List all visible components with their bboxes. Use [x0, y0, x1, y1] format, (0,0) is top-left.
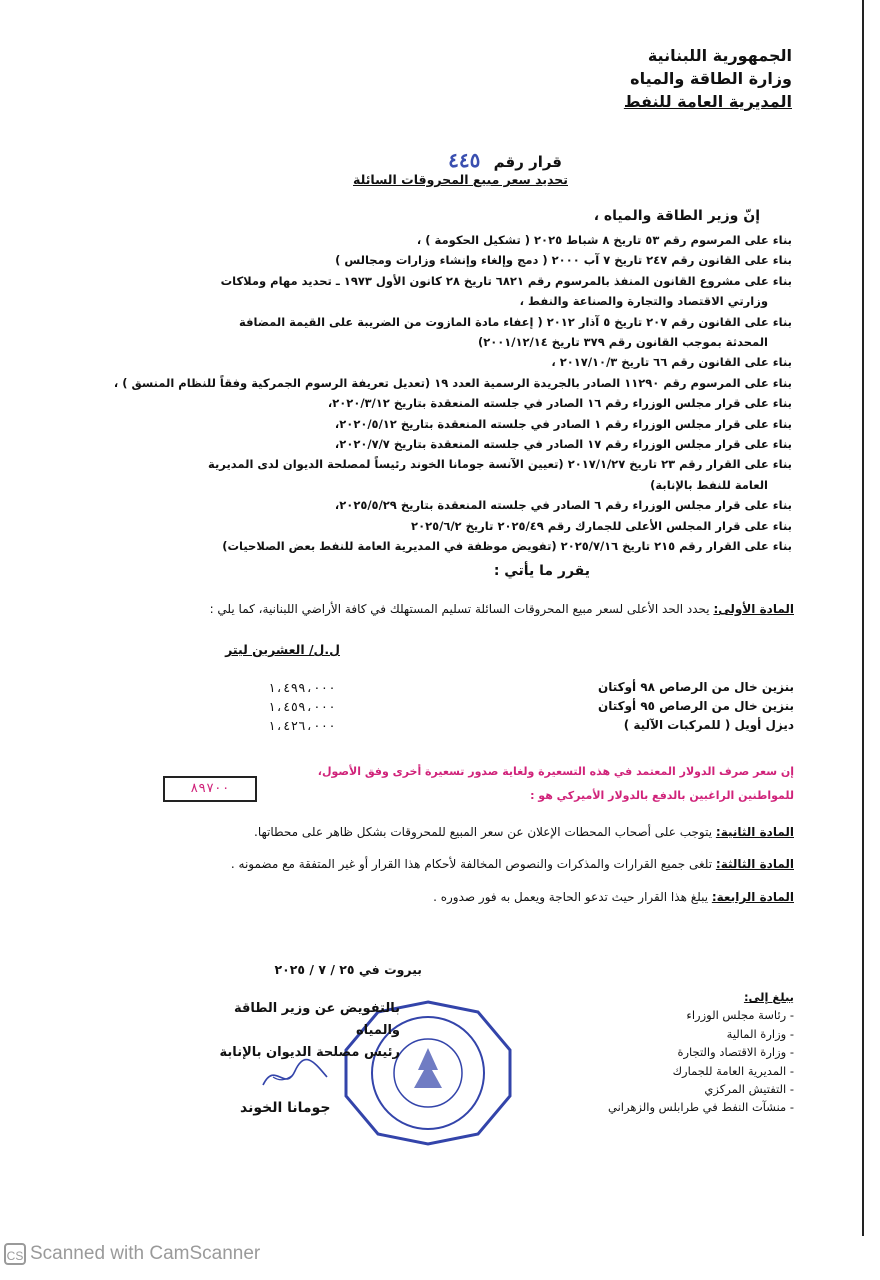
- signatory-line1: بالتفويض عن وزير الطاقة والمياه: [233, 1001, 400, 1038]
- article-3-label: المادة الثالثة:: [715, 857, 794, 871]
- article-1-text: يحدد الحد الأعلى لسعر مبيع المحروقات السائلة تسليم المستهلك في كافة الأراضي اللبنانية، كما يلي :: [209, 602, 714, 616]
- letterhead-republic: الجمهورية اللبنانية: [647, 46, 792, 65]
- letterhead: [624, 44, 792, 113]
- exchange-rate-box: [163, 776, 257, 802]
- camscanner-text: Scanned with CamScanner: [30, 1243, 261, 1265]
- basis-item-continuation: العامة للنفط بالإنابة): [650, 477, 768, 492]
- notify-item: - وزارة المالية: [726, 1026, 794, 1041]
- page-edge-line: [862, 0, 864, 1236]
- notify-item: - التفتيش المركزي: [704, 1082, 794, 1097]
- letterhead-directorate: المديرية العامة للنفط: [623, 92, 792, 111]
- basis-item: بناء على قرار مجلس الوزراء رقم ١٧ الصادر في جلسته المنعقدة بتاريخ ٢٠٢٠/٧/٧،: [334, 437, 792, 452]
- decision-number-line: [448, 148, 562, 172]
- article-2-label: المادة الثانية:: [715, 825, 794, 839]
- article-3-text: تلغى جميع القرارات والمذكرات والنصوص المخالفة لأحكام هذا القرار أو غير المتفقة مع مضمونه .: [230, 857, 716, 871]
- notify-item: - منشآت النفط في طرابلس والزهراني: [608, 1100, 794, 1115]
- basis-item: بناء على القانون رقم ٢٠٧ تاريخ ٥ آذار ٢٠١٢ ( إعفاء مادة المازوت من الضريبة على القيمة المضافة: [239, 314, 792, 329]
- product-price: ١،٤٥٩،٠٠٠: [268, 699, 336, 714]
- basis-item-continuation: وزارتي الاقتصاد والتجارة والصناعة والنفط ،: [519, 294, 768, 309]
- product-price: ١،٤٩٩،٠٠٠: [268, 680, 336, 695]
- decision-title: تحديد سعر مبيع المحروقات السائلة: [353, 172, 568, 187]
- decision-number: ٤٤٥: [448, 148, 481, 172]
- camscanner-watermark: [4, 1243, 260, 1265]
- exchange-note-line1: إن سعر صرف الدولار المعتمد في هذه التسعيرة ولغاية صدور تسعيرة أخرى وفق الأصول،: [317, 765, 794, 778]
- notify-item: - وزارة الاقتصاد والتجارة: [677, 1045, 794, 1060]
- letterhead-ministry: وزارة الطاقة والمياه: [630, 69, 792, 88]
- basis-item: بناء على القرار رقم ٢٣ تاريخ ٢٠١٧/١/٢٧ (تعيين الآنسة جومانا الخوند رئيساً لمصلحة الديوان لدى المديرية: [208, 457, 792, 472]
- article-4-label: المادة الرابعة:: [711, 890, 794, 904]
- price-unit: ل.ل/ العشرين ليتر: [225, 642, 340, 657]
- decides-heading: يقرر ما يأتي :: [493, 563, 590, 579]
- basis-item-continuation: المحدثة بموجب القانون رقم ٣٧٩ تاريخ ٢٠٠١/١٢/١٤): [477, 335, 768, 350]
- article-3: [231, 857, 794, 871]
- basis-item: بناء على قرار المجلس الأعلى للجمارك رقم ٢٠٢٥/٤٩ تاريخ ٢٠٢٥/٦/٢: [411, 518, 792, 533]
- product-name: بنزين خال من الرصاص ٩٥ أوكتان: [597, 699, 794, 713]
- basis-item: بناء على المرسوم رقم ١١٢٩٠ الصادر بالجريدة الرسمية العدد ١٩ (تعديل تعريفة الرسوم الجمركية وفقاً للنظام المنسق ) ،: [113, 375, 792, 390]
- basis-item: بناء على قرار مجلس الوزراء رقم ٦ الصادر في جلسته المنعقدة بتاريخ ٢٠٢٥/٥/٢٩،: [334, 498, 792, 513]
- notify-item: - المديرية العامة للجمارك: [672, 1063, 794, 1078]
- signatory-name: جومانا الخوند: [240, 1100, 331, 1116]
- place-and-date: بيروت في ٢٥ / ٧ / ٢٠٢٥: [274, 962, 422, 977]
- signatory-line2: رئيس مصلحة الديوان بالإنابة: [219, 1045, 400, 1060]
- basis-item: بناء على مشروع القانون المنفذ بالمرسوم رقم ٦٨٢١ تاريخ ٢٨ كانون الأول ١٩٧٣ ـ تحديد مهام وملاكات: [220, 273, 792, 288]
- product-name: ديزل أويل ( للمركبات الآلية ): [623, 718, 794, 732]
- legal-basis-list: [112, 230, 792, 557]
- basis-item: بناء على قرار مجلس الوزراء رقم ١٦ الصادر في جلسته المنعقدة بتاريخ ٢٠٢٠/٣/١٢،: [327, 396, 792, 411]
- exchange-rate-value: ٨٩٧٠٠: [190, 781, 230, 796]
- basis-item: بناء على المرسوم رقم ٥٣ تاريخ ٨ شباط ٢٠٢٥ ( تشكيل الحكومة ) ،: [416, 233, 792, 247]
- camscanner-logo-icon: CS: [4, 1243, 26, 1265]
- basis-item: بناء على القرار رقم ٢١٥ تاريخ ٢٠٢٥/٧/١٦ (تفويض موظفة في المديرية العامة للنفط بعض الصلاحيات): [222, 539, 792, 554]
- notify-heading: يبلغ إلى:: [743, 990, 794, 1004]
- article-2: [254, 825, 794, 839]
- decision-label: قرار رقم: [493, 153, 562, 171]
- article-4-text: يبلغ هذا القرار حيث تدعو الحاجة ويعمل به فور صدوره .: [433, 890, 712, 904]
- product-name: بنزين خال من الرصاص ٩٨ أوكتان: [597, 680, 794, 694]
- notify-item: - رئاسة مجلس الوزراء: [686, 1008, 794, 1023]
- exchange-note-line2: للمواطنين الراغبين بالدفع بالدولار الأميركي هو :: [530, 789, 794, 802]
- article-2-text: يتوجب على أصحاب المحطات الإعلان عن سعر المبيع للمحروقات بشكل ظاهر على محطاتها.: [254, 825, 716, 839]
- handwritten-signature: [255, 1055, 335, 1099]
- exchange-rate-note: [318, 760, 794, 808]
- product-price: ١،٤٢٦،٠٠٠: [268, 718, 336, 733]
- article-1: [210, 602, 794, 616]
- article-4: [433, 890, 794, 904]
- notify-list: [608, 988, 794, 1117]
- minister-line: إنّ وزير الطاقة والمياه ،: [593, 208, 760, 224]
- basis-item: بناء على قرار مجلس الوزراء رقم ١ الصادر في جلسته المنعقدة بتاريخ ٢٠٢٠/٥/١٢،: [334, 416, 792, 431]
- article-1-label: المادة الأولى:: [713, 602, 794, 616]
- basis-item: بناء على القانون رقم ٢٤٧ تاريخ ٧ آب ٢٠٠٠ ( دمج وإلغاء وإنشاء وزارات ومجالس ): [335, 253, 792, 268]
- basis-item: بناء على القانون رقم ٦٦ تاريخ ٢٠١٧/١٠/٣ ،: [551, 355, 792, 370]
